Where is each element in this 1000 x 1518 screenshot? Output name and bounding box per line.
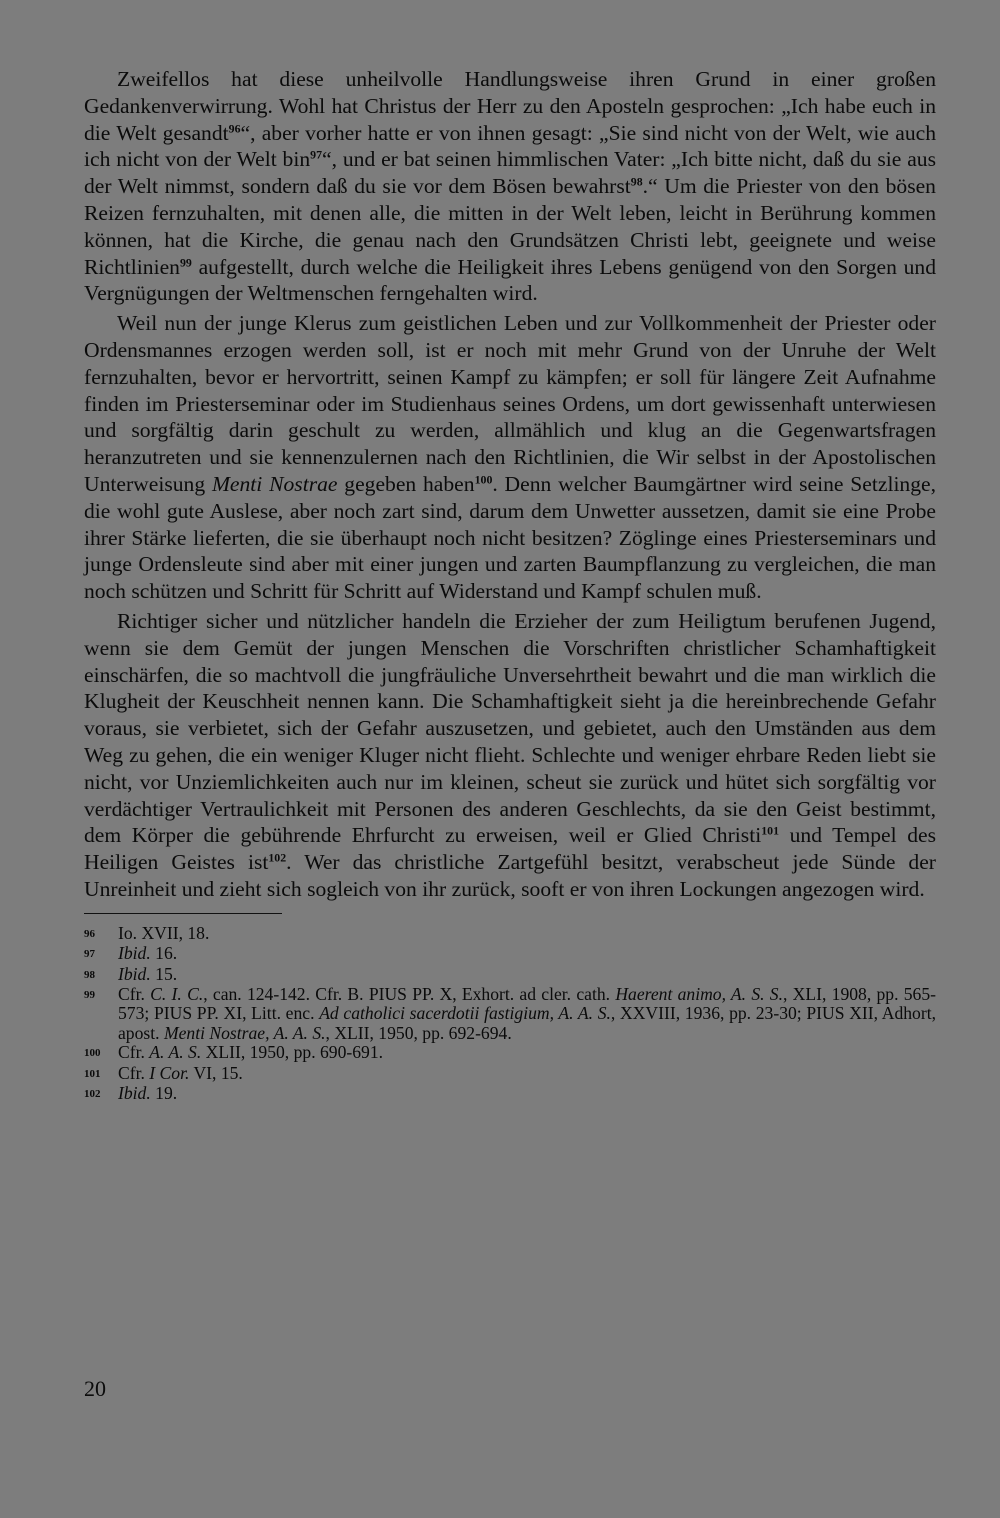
paragraph	[84, 66, 936, 307]
italic-text: I Cor.	[149, 1062, 190, 1083]
footnote	[84, 1043, 936, 1063]
italic-text: Haerent animo, A. S. S.	[615, 983, 783, 1004]
text-run: aufgestellt, durch welche die Heiligkeit ihres Lebens genügend von den Sorgen und Vergnügungen der Weltmenschen ferngehalten wird.	[84, 254, 936, 306]
text-run: Cfr.	[118, 983, 151, 1004]
italic-text: A. A. S.	[149, 1042, 202, 1063]
footnotes	[84, 924, 936, 1105]
text-run: . Denn welcher Baumgärtner wird seine Setzlinge, die wohl gute Auslese, aber noch zart sind, darum dem Unwetter aussetzen, damit sie eine Probe ihrer Stärke lieferten, die sie überhaupt noch nicht besitzen? Zöglinge eines Priesterseminars und junge Ordensleute sind aber mit einer jungen und zarten Baumpflanzung zu vergleichen, die man noch schützen und Schritt für Schritt auf Widerstand und Kampf schulen muß.	[84, 471, 937, 604]
footnote-ref: 102	[268, 850, 287, 865]
italic-text: Menti Nostrae	[211, 471, 338, 496]
page-body	[84, 66, 936, 1104]
footnote-divider	[84, 913, 282, 914]
text-run: 16.	[150, 943, 178, 964]
footnote-ref: 98	[630, 174, 643, 189]
footnote-ref: 97	[310, 147, 323, 162]
footnote	[84, 924, 936, 944]
italic-text: Ad catholici sacerdotii fastigium, A. A. S.	[319, 1003, 611, 1024]
footnote-number: 98	[84, 968, 95, 981]
text-run: , can. 124-142. Cfr. B. PIUS PP. X, Exhort. ad cler. cath.	[203, 983, 616, 1004]
footnote-text	[118, 1084, 936, 1103]
text-run: .“ Um die Priester von den bösen Reizen fernzuhalten, mit denen alle, die mitten in der Welt leben, leicht in Berührung kommen können, hat die Kirche, die genau nach den Grundsätzen Christi lebt, geeignete und weise Richtlinien	[84, 174, 936, 279]
text-run: Richtiger sicher und nützlicher handeln die Erzieher der zum Heiligtum berufenen Jugend, wenn sie dem Gemüt der jungen Menschen die Vorschriften christlicher Schamhaftigkeit einschärfen, die so machtvoll die jungfräuliche Unversehrtheit bewahrt und die man wirklich die Klugheit der Keuschheit nennen kann. Die Schamhaftigkeit sieht ja die hereinbrechende Gefahr voraus, sie verbietet, sich der Gefahr auszusetzen, und gebietet, auch den Umständen aus dem Weg zu gehen, die ein weniger Kluger nicht flieht. Schlechte und weniger ehrbare Reden liebt sie nicht, vor Unziemlichkeiten auch nur im kleinen, scheut sie zurück und hütet sich sorgfältig vor verdächtiger Vertraulichkeit mit Personen des anderen Geschlechts, da sie den Geist bestimmt, dem Körper die gebührende Ehrfurcht zu erweisen, weil er Glied Christi	[84, 608, 936, 848]
footnote	[84, 1084, 936, 1104]
text-run: Io. XVII, 18.	[118, 922, 210, 943]
paragraph	[84, 608, 936, 903]
footnote-ref: 96	[228, 120, 241, 135]
footnote-text	[118, 965, 936, 984]
text-run: und Tempel des Heiligen Geistes ist	[84, 823, 936, 875]
text-run: , XXVIII, 1936, pp. 23-30; PIUS XII, Adhort, apost.	[118, 1003, 937, 1043]
footnote	[84, 1064, 936, 1084]
text-run: VI, 15.	[189, 1062, 243, 1083]
text-run: Cfr.	[118, 1042, 150, 1063]
page-number: 20	[84, 1376, 106, 1401]
text-run: XLII, 1950, pp. 690-691.	[201, 1042, 384, 1063]
footnote-ref: 100	[474, 472, 493, 487]
text-run: 15.	[150, 963, 178, 984]
footnote-number: 99	[84, 988, 95, 1001]
footnote	[84, 965, 936, 985]
footnote-ref: 101	[761, 823, 780, 838]
text-run: gegeben haben	[337, 471, 475, 496]
paragraph	[84, 310, 936, 605]
footnote-number: 102	[84, 1087, 101, 1100]
footnote-number: 96	[84, 927, 95, 940]
footnote-text	[118, 944, 936, 963]
footnote	[84, 985, 936, 1043]
body-text	[84, 66, 936, 903]
text-run: “, aber vorher hatte er von ihnen gesagt: „Sie sind nicht von der Welt, wie auch ich nicht von der Welt bin	[84, 120, 936, 172]
italic-text: Ibid.	[118, 1082, 151, 1103]
footnote-text	[118, 985, 936, 1043]
footnote-number: 101	[84, 1067, 101, 1080]
text-run: Weil nun der junge Klerus zum geistlichen Leben und zur Vollkommenheit der Priester oder Ordensmannes erzogen werden soll, ist er noch mit mehr Grund von der Unruhe der Welt fernzuhalten, bevor er hervortritt, seinen Kampf zu kämpfen; er soll für längere Zeit Aufnahme finden im Priesterseminar oder im Studienhaus seines Ordens, um dort gewissenhaft unterwiesen und sorgfältig darin geschult zu werden, allmählich und klug an die Gegenwartsfragen heranzutreten und sie kennenzulernen nach den Richtlinien, die Wir selbst in der Apostolischen Unterweisung	[84, 311, 936, 496]
text-run: . Wer das christliche Zartgefühl besitzt, verabscheut jede Sünde der Unreinheit und zieht sich sogleich von ihr zurück, sooft er von ihren Lockungen angezogen wird.	[84, 850, 937, 901]
italic-text: Ibid.	[118, 963, 151, 984]
text-run: Cfr.	[118, 1062, 150, 1083]
footnote-ref: 99	[179, 254, 192, 269]
italic-text: Menti Nostrae, A. A. S.	[163, 1022, 326, 1043]
footnote	[84, 944, 936, 964]
text-run: Zweifellos hat diese unheilvolle Handlungsweise ihren Grund in einer großen Gedankenverwirrung. Wohl hat Christus der Herr zu den Aposteln gesprochen: „Ich habe euch in die Welt gesandt	[84, 67, 936, 145]
italic-text: C. I. C.	[150, 983, 204, 1004]
footnote-number: 100	[84, 1047, 101, 1060]
footnote-number: 97	[84, 948, 95, 961]
text-run: 19.	[150, 1082, 178, 1103]
footnote-text	[118, 1064, 936, 1083]
footnote-text	[118, 1043, 936, 1062]
text-run: “, und er bat seinen himmlischen Vater: „Ich bitte nicht, daß du sie aus der Welt nimmst, sondern daß du sie vor dem Bösen bewahrst	[84, 147, 936, 199]
text-run: , XLII, 1950, pp. 692-694.	[325, 1022, 512, 1043]
italic-text: Ibid.	[118, 943, 151, 964]
footnote-text	[118, 924, 936, 943]
text-run: , XLI, 1908, pp. 565-573; PIUS PP. XI, Litt. enc.	[118, 983, 937, 1024]
